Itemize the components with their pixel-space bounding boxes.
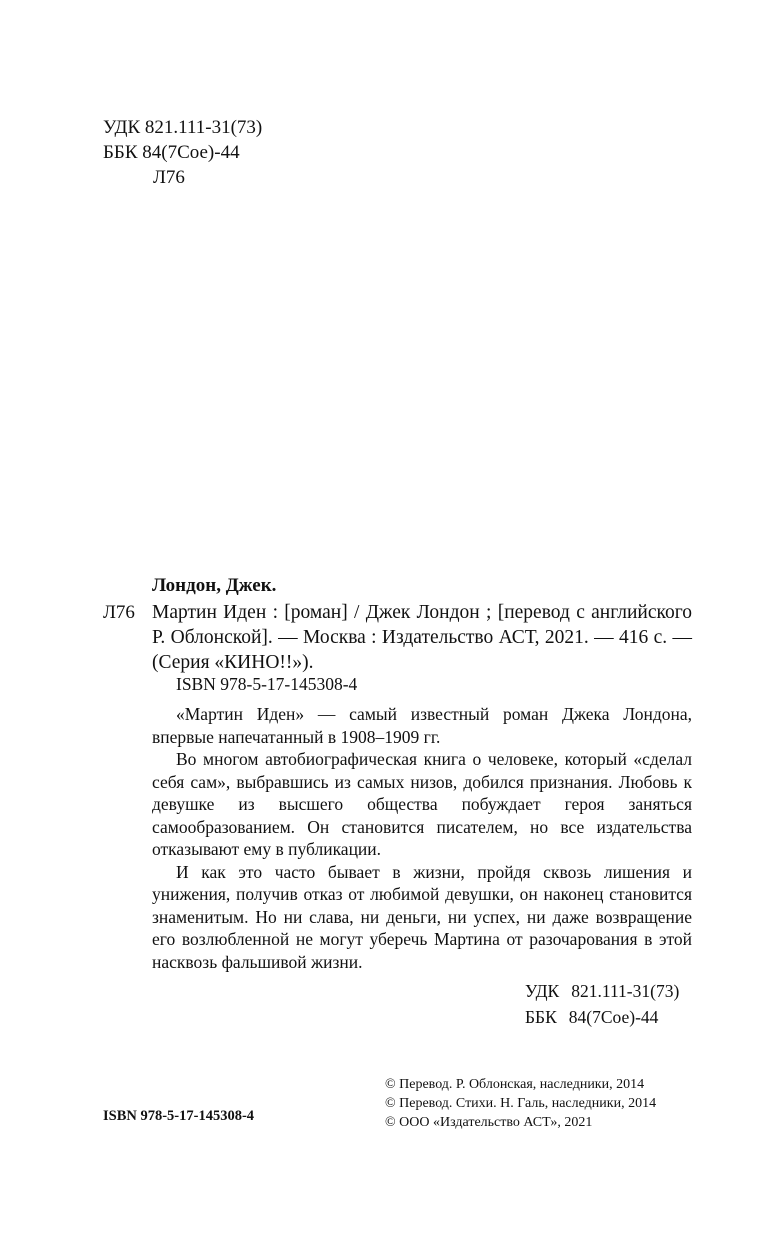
copyright-line: © Перевод. Стихи. Н. Галь, наследники, 2014	[385, 1096, 657, 1111]
copyright-notices	[385, 1075, 656, 1132]
top-classification-codes	[103, 115, 262, 190]
annotation	[152, 703, 692, 973]
footer-isbn: ISBN 978-5-17-145308-4	[103, 1108, 255, 1124]
udk-code: УДК 821.111-31(73)	[103, 117, 263, 138]
bottom-bbk	[525, 1004, 679, 1030]
bottom-udk-label: УДК	[525, 981, 560, 1001]
copyright-line: © Перевод. Р. Облонская, наследники, 2014	[385, 1077, 645, 1092]
copyright-line: © ООО «Издательство АСТ», 2021	[385, 1115, 593, 1130]
bottom-udk-value: 821.111-31(73)	[571, 981, 680, 1001]
record-description: Мартин Иден : [роман] / Джек Лондон ; [перевод с английского Р. Облонской]. — Москва : Издательство АСТ, 2021. — 416 с. — (Серия «КИНО!!»).	[152, 602, 692, 673]
bottom-bbk-value: 84(7Сое)-44	[568, 1007, 659, 1027]
bottom-classification-codes	[525, 978, 679, 1030]
annotation-paragraph: Во многом автобиографическая книга о человеке, который «сделал себя сам», выбравшись из самых низов, добился признания. Любовь к девушке из высшего общества побуждает героя заняться самообразованием. Он становится писателем, но все издательства отказывают ему в публикации.	[152, 749, 692, 859]
record-author: Лондон, Джек.	[152, 575, 277, 596]
author-mark: Л76	[153, 167, 185, 188]
annotation-paragraph: «Мартин Иден» — самый известный роман Джека Лондона, впервые напечатанный в 1908–1909 гг.	[152, 704, 692, 747]
annotation-paragraph: И как это часто бывает в жизни, пройдя сквозь лишения и унижения, получив отказ от любимой девушки, он наконец становится знаменитым. Но ни слава, ни деньги, ни успех, ни даже возвращение его возлюбленной не могут уберечь Мартина от разочарования в этой насквозь фальшивой жизни.	[152, 861, 692, 972]
bottom-udk	[525, 978, 679, 1004]
bbk-code: ББК 84(7Сое)-44	[103, 142, 240, 163]
record-author-mark: Л76	[103, 602, 135, 623]
bottom-bbk-label: ББК	[525, 1007, 557, 1027]
record-isbn: ISBN 978-5-17-145308-4	[176, 674, 358, 694]
